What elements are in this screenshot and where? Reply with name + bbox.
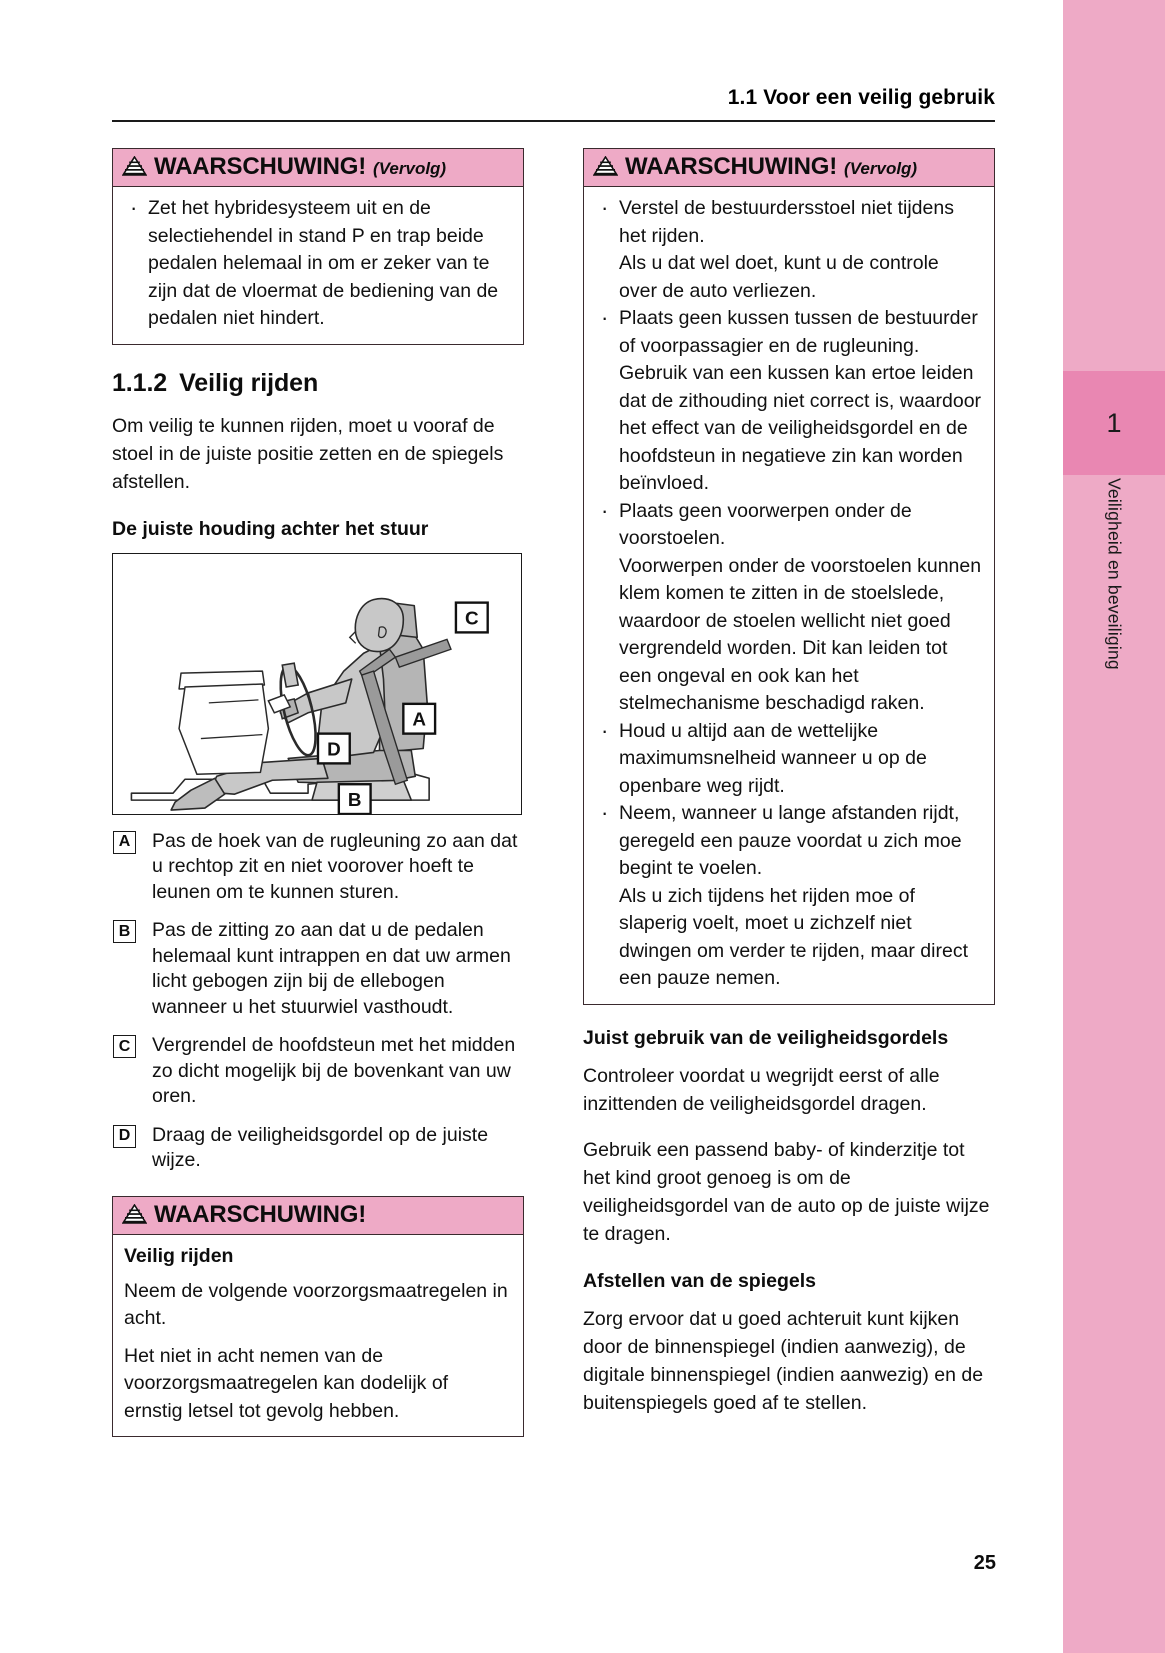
driving-posture-figure-svg — [113, 554, 521, 814]
list-item-text: Pas de hoek van de rugleuning zo aan dat u rechtop zit en niet voorover hoeft te leunen om te kunnen sturen. — [152, 829, 518, 903]
svg-text:D: D — [327, 737, 341, 759]
list-item — [112, 1033, 524, 1110]
list-item: · Neem, wanneer u lange afstanden rijdt, geregeld een pauze voordat u zich moe begint te voelen. — [595, 800, 982, 883]
body-paragraph: Zorg ervoor dat u goed achteruit kunt kijken door de binnenspiegel (indien aanwezig), de digitale binnenspiegel (indien aanwezig) en de buitenspiegels goed af te stellen. — [583, 1307, 984, 1414]
list-item — [112, 1123, 524, 1174]
header-divider — [112, 120, 995, 122]
warning-paragraph: Neem de volgende voorzorgsmaatregelen in acht. — [124, 1279, 508, 1329]
warning-header — [584, 149, 994, 187]
section-number: 1.1.2 — [112, 368, 168, 397]
warning-continued-label: (Vervolg) — [373, 159, 447, 178]
subsection-heading-seatbelts: Juist gebruik van de veiligheidsgordels — [583, 1026, 949, 1049]
subsection-heading-mirrors: Afstellen van de spiegels — [583, 1269, 817, 1292]
list-item: · Zet het hybridesysteem uit en de selectiehendel in stand P en trap beide pedalen helemaal in om er zeker van te zijn dat de vloermat de bediening van de pedalen niet hindert. — [124, 195, 511, 333]
list-item: · Plaats geen kussen tussen de bestuurder of voorpassagier en de rugleuning. — [595, 305, 982, 360]
warning-paragraph: Het niet in acht nemen van de voorzorgsmaatregelen kan dodelijk of ernstig letsel tot gevolg hebben. — [124, 1344, 449, 1422]
letter-badge-d: D — [113, 1125, 136, 1148]
posture-letter-list — [112, 829, 524, 1174]
warning-note: Als u zich tijdens het rijden moe of slaperig voelt, moet u zichzelf niet dwingen om verder te rijden, maar direct een pauze nemen. — [619, 884, 968, 989]
chapter-label-vertical — [1063, 478, 1165, 768]
warning-title: WAARSCHUWING! — [154, 1200, 367, 1228]
warning-body — [113, 1235, 523, 1437]
list-item-text: Pas de zitting zo aan dat u de pedalen helemaal kunt intrappen en dat uw armen licht gebogen zijn bij de ellebogen wanneer u het stuurwiel vasthoudt. — [152, 919, 511, 1018]
warning-bullet-list — [595, 498, 982, 553]
page-number: 25 — [973, 1552, 996, 1574]
list-item-text: Draag de veiligheidsgordel op de juiste wijze. — [152, 1123, 489, 1171]
letter-badge-c: C — [113, 1035, 136, 1058]
body-paragraph: Controleer voordat u wegrijdt eerst of alle inzittenden de veiligheidsgordel dragen. — [583, 1064, 940, 1115]
warning-box-bottom-left — [112, 1196, 524, 1438]
left-column — [112, 148, 524, 1437]
right-column — [583, 148, 995, 1435]
list-item: · Verstel de bestuurdersstoel niet tijdens het rijden. — [595, 195, 982, 250]
warning-triangle-icon — [122, 1204, 147, 1224]
svg-text:B: B — [347, 788, 362, 810]
page-header — [112, 86, 995, 110]
driving-posture-illustration — [112, 553, 522, 815]
list-item — [112, 918, 524, 1020]
list-item: · Plaats geen voorwerpen onder de voorstoelen. — [595, 498, 982, 553]
warning-body — [113, 187, 523, 344]
warning-header — [113, 149, 523, 187]
warning-bullet-list — [595, 800, 982, 883]
warning-subheading: Veilig rijden — [124, 1244, 234, 1267]
warning-continued-label: (Vervolg) — [844, 159, 918, 178]
page-title: 1.1 Voor een veilig gebruik — [727, 86, 995, 109]
list-item — [112, 829, 524, 906]
warning-box-continued-left — [112, 148, 524, 345]
list-item-text: Vergrendel de hoofdsteun met het midden zo dicht mogelijk bij de bovenkant van uw oren. — [152, 1034, 516, 1107]
warning-note: Gebruik van een kussen kan ertoe leiden dat de zithouding niet correct is, waardoor het effect van de veiligheidsgordel en de hoofdsteun in negatieve zin kan worden beïnvloed. — [619, 362, 982, 494]
list-item: · Houd u altijd aan de wettelijke maximumsnelheid wanneer u op de openbare weg rijdt. — [595, 718, 982, 801]
chapter-sidebar — [1063, 0, 1165, 1653]
warning-bullet-list — [595, 195, 982, 250]
body-paragraph: Gebruik een passend baby- of kinderzitje tot het kind groot genoeg is om de veiligheidsgordel van de auto op de juiste wijze te dragen. — [583, 1138, 990, 1245]
warning-bullet-list — [595, 718, 982, 801]
warning-bullet-list — [124, 195, 511, 333]
warning-bullet-list — [595, 305, 982, 360]
svg-text:A: A — [412, 708, 427, 730]
subsection-heading-posture: De juiste houding achter het stuur — [112, 517, 429, 540]
letter-badge-a: A — [113, 831, 136, 854]
section-title: Veilig rijden — [179, 368, 319, 397]
chapter-number: 1 — [1106, 407, 1122, 438]
warning-title: WAARSCHUWING! — [625, 153, 838, 180]
section-heading — [112, 369, 524, 398]
warning-body — [584, 187, 994, 1004]
warning-triangle-icon — [122, 156, 147, 176]
warning-triangle-icon — [593, 156, 618, 176]
warning-note: Als u dat wel doet, kunt u de controle over de auto verliezen. — [619, 252, 939, 302]
warning-box-continued-right — [583, 148, 995, 1005]
letter-badge-b: B — [113, 920, 136, 943]
warning-header — [113, 1197, 523, 1235]
chapter-number-block — [1063, 371, 1165, 475]
chapter-label-text: Veiligheid en beveiliging — [1104, 478, 1125, 670]
svg-text:C: C — [465, 606, 479, 628]
warning-note: Voorwerpen onder de voorstoelen kunnen klem komen te zitten in de stoelslede, waardoor de stoelen wellicht niet goed vergrendeld worden. Dit kan leiden tot een ongeval en ook kan het stelmechanisme beschadigd raken. — [619, 554, 982, 714]
warning-title: WAARSCHUWING! — [154, 153, 367, 180]
section-intro-paragraph: Om veilig te kunnen rijden, moet u vooraf de stoel in de juiste positie zetten en de spiegels afstellen. — [112, 414, 504, 493]
